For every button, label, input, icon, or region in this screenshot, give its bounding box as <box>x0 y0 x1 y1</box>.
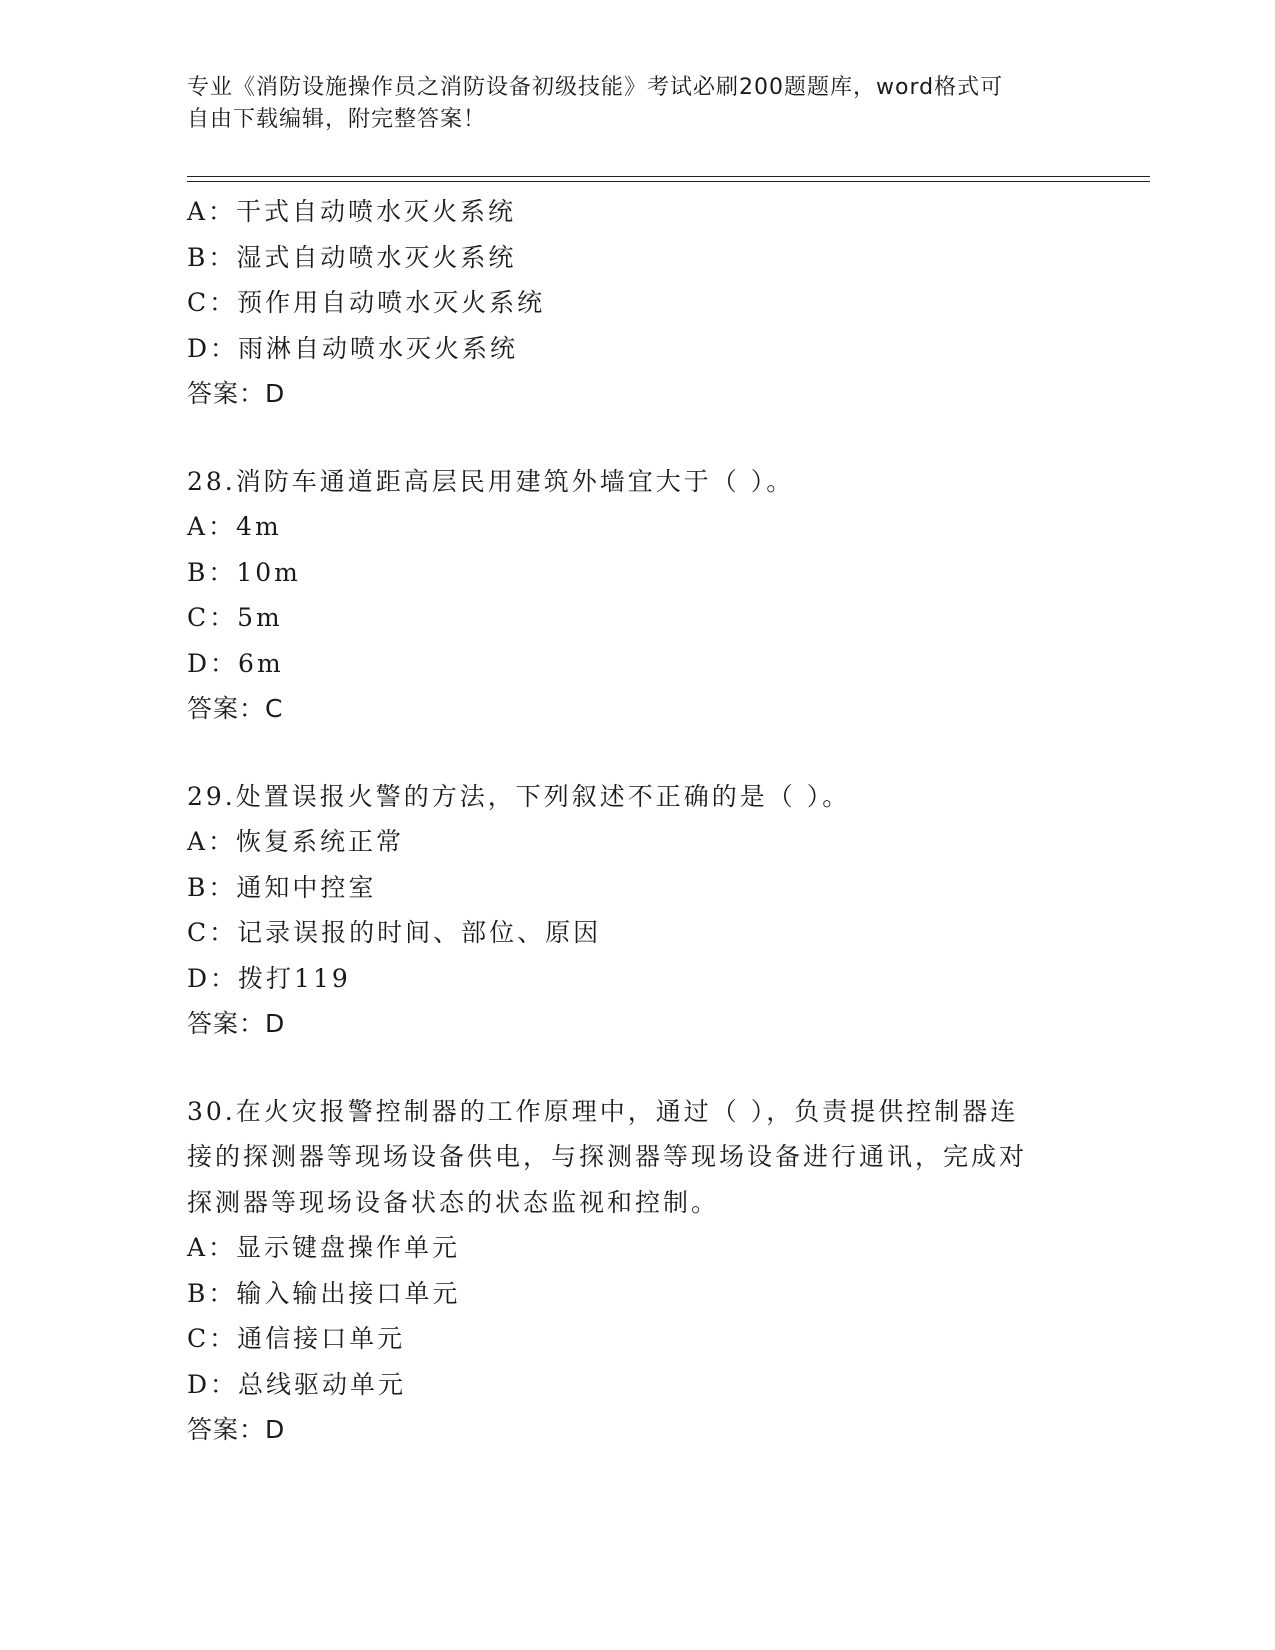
header-divider-bottom <box>187 181 1150 182</box>
question-28 <box>187 459 1087 732</box>
question-27 <box>187 189 1087 417</box>
answer-line: 答案：D <box>187 1009 286 1038</box>
question-30 <box>187 1089 1087 1453</box>
option-d: D：总线驱动单元 <box>187 1369 407 1399</box>
option-a: A：干式自动喷水灭火系统 <box>187 197 517 226</box>
question-stem-line-2: 接的探测器等现场设备供电，与探测器等现场设备进行通讯，完成对 <box>187 1142 1028 1171</box>
option-c: C：5m <box>187 603 283 632</box>
question-stem-line-3: 探测器等现场设备状态的状态监视和控制。 <box>187 1187 720 1217</box>
option-a: A：恢复系统正常 <box>187 827 405 856</box>
option-d: D：雨淋自动喷水灭火系统 <box>187 333 519 363</box>
question-stem: 29.处置误报火警的方法，下列叙述不正确的是（ ）。 <box>187 781 851 811</box>
option-c: C：记录误报的时间、部位、原因 <box>187 918 602 947</box>
answer-line: 答案：D <box>187 379 286 408</box>
question-stem: 28.消防车通道距高层民用建筑外墙宜大于（ ）。 <box>187 466 795 496</box>
option-d: D：拨打119 <box>187 963 351 993</box>
header-divider-top <box>187 176 1150 177</box>
option-b: B：输入输出接口单元 <box>187 1278 461 1308</box>
option-d: D：6m <box>187 648 284 678</box>
document-header <box>187 72 1067 136</box>
question-stem-line-1: 30.在火灾报警控制器的工作原理中，通过（ ），负责提供控制器连 <box>187 1096 1019 1126</box>
option-c: C：预作用自动喷水灭火系统 <box>187 288 546 317</box>
option-b: B：10m <box>187 557 301 587</box>
option-b: B：湿式自动喷水灭火系统 <box>187 242 517 272</box>
option-a: A：4m <box>187 512 282 541</box>
header-line-1: 专业《消防设施操作员之消防设备初级技能》考试必刷200题题库，word格式可 <box>187 75 1004 100</box>
option-c: C：通信接口单元 <box>187 1324 406 1353</box>
option-a: A：显示键盘操作单元 <box>187 1233 461 1262</box>
option-b: B：通知中控室 <box>187 872 377 902</box>
answer-line: 答案：D <box>187 1415 286 1444</box>
question-29 <box>187 774 1087 1047</box>
answer-line: 答案：C <box>187 694 284 723</box>
question-content <box>187 189 1087 1453</box>
header-line-2: 自由下载编辑，附完整答案！ <box>187 107 487 132</box>
